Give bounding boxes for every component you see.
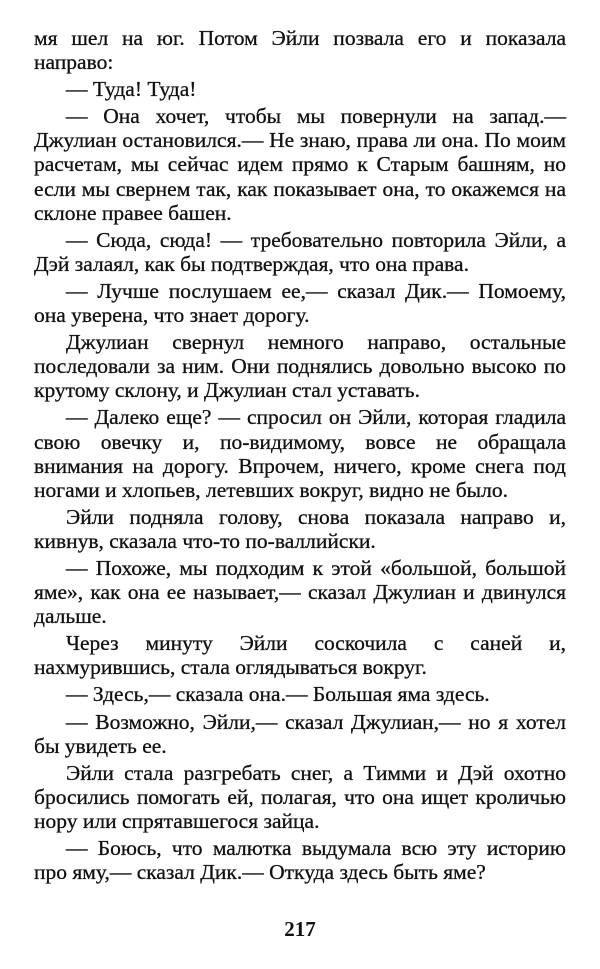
page-text [34,26,566,887]
paragraph: Эйли подняла голову, снова показала направо и, кивнув, сказала что-то по-валлийски. [34,504,566,553]
paragraph: Через минуту Эйли соскочила с саней и, нахмурившись, стала оглядываться вокруг. [34,631,566,680]
page-number: 217 [284,917,316,941]
paragraph: Джулиан свернул немного направо, остальные последовали за ним. Они поднялись довольно высоко по крутому склону, и Джулиан стал уставать. [34,330,566,403]
paragraph: мя шел на юг. Потом Эйли позвала его и показала направо: [34,26,566,75]
paragraph: — Похоже, мы подходим к этой «большой, большой яме», как она ее называет,— сказал Джулиан и двинулся дальше. [34,555,566,629]
paragraph: — Далеко еще? — спросил он Эйли, которая гладила свою овечку и, по-видимому, вовсе не обращала внимания на дорогу. Впрочем, ничего, кроме снега под ногами и хлопьев, летевших вокруг, видно не было. [34,405,566,502]
paragraph: — Сюда, сюда! — требовательно повторила Эйли, а Дэй залаял, как бы подтверждая, что она права. [34,227,566,276]
paragraph: — Боюсь, что малютка выдумала всю эту историю про яму,— сказал Дик.— Откуда здесь быть яме? [34,836,566,885]
paragraph: Эйли стала разгребать снег, а Тимми и Дэй охотно бросились помогать ей, полагая, что она ищет кроличью нору или спрятавшегося зайца. [34,760,566,833]
paragraph: — Лучше послушаем ее,— сказал Дик.— Помоему, она уверена, что знает дорогу. [34,278,566,328]
paragraph: — Туда! Туда! [66,77,197,102]
paragraph: — Здесь,— сказала она.— Большая яма здесь. [66,682,490,707]
paragraph: — Она хочет, чтобы мы повернули на запад.— Джулиан остановился.— Не знаю, права ли она. По моим расчетам, мы сейчас идем прямо к Старым башням, но если мы свернем так, как показывает она, то окажемся на склоне правее башен. [34,104,566,225]
paragraph: — Возможно, Эйли,— сказал Джулиан,— но я хотел бы увидеть ее. [34,709,566,758]
